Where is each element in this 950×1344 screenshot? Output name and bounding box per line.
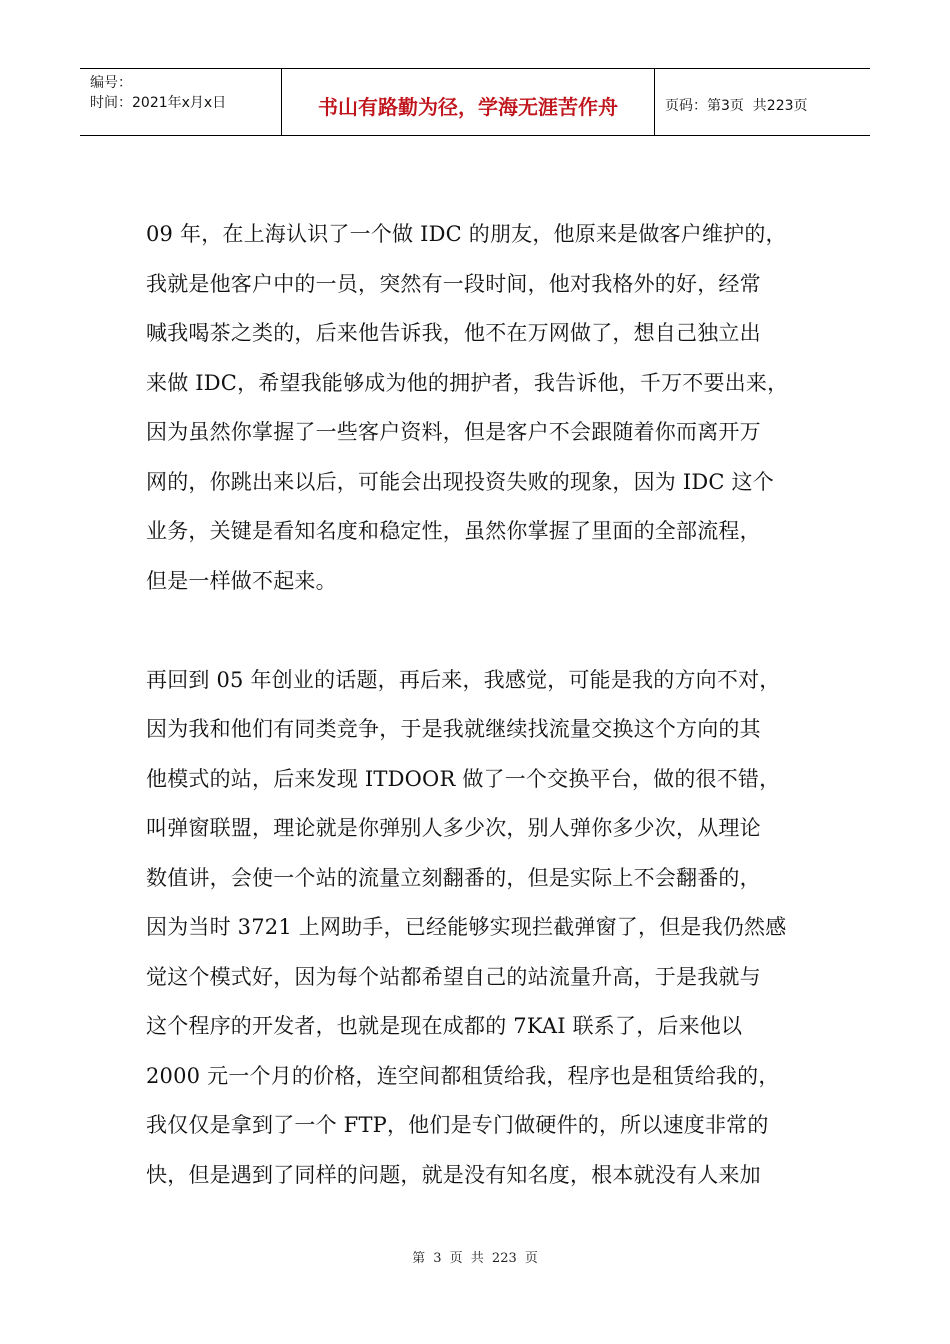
document-date-label: 时间：2021年x月x日	[90, 95, 227, 111]
text-line: 快，但是遇到了同样的问题，就是没有知名度，根本就没有人来加	[146, 1162, 761, 1187]
header-meta	[80, 69, 282, 135]
paragraph-2	[146, 656, 826, 1201]
text-line: 因为我和他们有同类竞争，于是我就继续找流量交换这个方向的其	[146, 717, 761, 741]
text-line: 2000 元一个月的价格，连空间都租赁给我，程序也是租赁给我的，	[146, 1063, 780, 1088]
text-line: 因为当时 3721 上网助手，已经能够实现拦截弹窗了，但是我仍然感	[146, 915, 787, 939]
text-line: 叫弹窗联盟，理论就是你弹别人多少次，别人弹你多少次，从理论	[146, 816, 761, 840]
document-body	[146, 210, 826, 1200]
text-line: 数值讲，会使一个站的流量立刻翻番的，但是实际上不会翻番的，	[146, 865, 761, 890]
text-line: 但是一样做不起来。	[146, 568, 337, 593]
document-number-label: 编号：	[90, 75, 132, 91]
page-header	[80, 68, 870, 136]
paragraph-1	[146, 210, 826, 606]
text-line: 我仅仅是拿到了一个 FTP，他们是专门做硬件的，所以速度非常的	[146, 1113, 769, 1137]
header-motto: 书山有路勤为径，学海无涯苦作舟	[282, 69, 655, 135]
text-line: 因为虽然你掌握了一些客户资料，但是客户不会跟随着你而离开万	[146, 420, 761, 444]
text-line: 他模式的站，后来发现 ITDOOR 做了一个交换平台，做的很不错，	[146, 766, 781, 791]
text-line: 喊我喝茶之类的，后来他告诉我，他不在万网做了，想自己独立出	[146, 321, 761, 345]
text-line: 觉这个模式好，因为每个站都希望自己的站流量升高，于是我就与	[146, 964, 761, 989]
header-page-info-text: 页码：第3页 共223页	[665, 98, 808, 114]
header-page-info	[655, 69, 870, 135]
page-footer: 第 3 页 共 223 页	[412, 1251, 538, 1266]
text-line: 我就是他客户中的一员，突然有一段时间，他对我格外的好，经常	[146, 271, 761, 296]
text-line: 这个程序的开发者，也就是现在成都的 7KAI 联系了，后来他以	[146, 1014, 743, 1038]
text-line: 业务，关键是看知名度和稳定性，虽然你掌握了里面的全部流程，	[146, 519, 761, 543]
text-line: 09 年，在上海认识了一个做 IDC 的朋友，他原来是做客户维护的，	[146, 222, 787, 246]
text-line: 来做 IDC，希望我能够成为他的拥护者，我告诉他，千万不要出来，	[146, 370, 789, 395]
text-line: 再回到 05 年创业的话题，再后来，我感觉，可能是我的方向不对，	[146, 667, 781, 692]
text-line: 网的，你跳出来以后，可能会出现投资失败的现象，因为 IDC 这个	[146, 469, 774, 494]
